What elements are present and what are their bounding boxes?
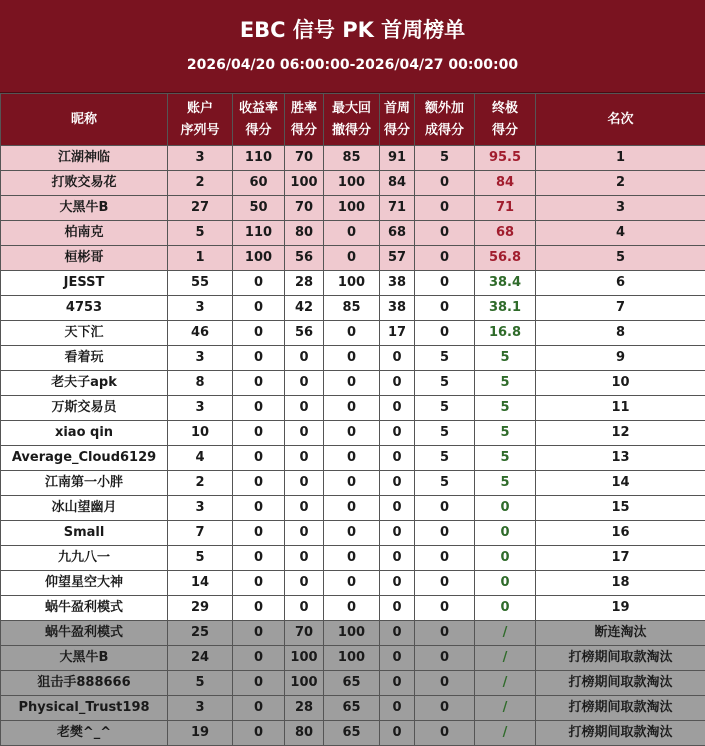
table-row <box>1 421 705 446</box>
bonus-score-cell: 0 <box>415 546 475 571</box>
serial-cell: 5 <box>168 671 233 696</box>
final-score-cell: 38.4 <box>475 271 536 296</box>
final-score-cell: 0 <box>475 546 536 571</box>
nickname-cell: 4753 <box>1 296 168 321</box>
final-score-cell: / <box>475 721 536 746</box>
rank-cell: 7 <box>536 296 705 321</box>
bonus-score-cell: 5 <box>415 346 475 371</box>
serial-cell: 19 <box>168 721 233 746</box>
week-score-cell: 68 <box>380 221 415 246</box>
column-header-week-score: 首周 得分 <box>380 94 415 146</box>
return-score-cell: 0 <box>233 646 285 671</box>
week-score-cell: 71 <box>380 196 415 221</box>
serial-cell: 46 <box>168 321 233 346</box>
return-score-cell: 0 <box>233 346 285 371</box>
drawdown-score-cell: 100 <box>324 196 380 221</box>
serial-cell: 27 <box>168 196 233 221</box>
table-row <box>1 621 705 646</box>
bonus-score-cell: 0 <box>415 496 475 521</box>
win-rate-score-cell: 28 <box>285 696 324 721</box>
serial-cell: 3 <box>168 346 233 371</box>
column-header-return-score: 收益率 得分 <box>233 94 285 146</box>
win-rate-score-cell: 80 <box>285 221 324 246</box>
return-score-cell: 0 <box>233 321 285 346</box>
bonus-score-cell: 5 <box>415 371 475 396</box>
win-rate-score-cell: 0 <box>285 496 324 521</box>
serial-cell: 3 <box>168 496 233 521</box>
return-score-cell: 0 <box>233 596 285 621</box>
nickname-cell: 天下汇 <box>1 321 168 346</box>
nickname-cell: 蜗牛盈利模式 <box>1 596 168 621</box>
serial-cell: 29 <box>168 596 233 621</box>
rank-cell: 17 <box>536 546 705 571</box>
week-score-cell: 0 <box>380 496 415 521</box>
return-score-cell: 0 <box>233 696 285 721</box>
table-row <box>1 171 705 196</box>
serial-cell: 2 <box>168 171 233 196</box>
drawdown-score-cell: 0 <box>324 346 380 371</box>
week-score-cell: 0 <box>380 396 415 421</box>
bonus-score-cell: 0 <box>415 646 475 671</box>
final-score-cell: 95.5 <box>475 146 536 171</box>
rank-cell: 打榜期间取款淘汰 <box>536 646 705 671</box>
table-row <box>1 371 705 396</box>
week-score-cell: 0 <box>380 646 415 671</box>
final-score-cell: 0 <box>475 521 536 546</box>
nickname-cell: 柏南克 <box>1 221 168 246</box>
drawdown-score-cell: 100 <box>324 171 380 196</box>
return-score-cell: 0 <box>233 521 285 546</box>
drawdown-score-cell: 0 <box>324 221 380 246</box>
win-rate-score-cell: 56 <box>285 246 324 271</box>
bonus-score-cell: 0 <box>415 296 475 321</box>
serial-cell: 14 <box>168 571 233 596</box>
table-row <box>1 671 705 696</box>
rank-cell: 1 <box>536 146 705 171</box>
serial-cell: 10 <box>168 421 233 446</box>
rank-cell: 2 <box>536 171 705 196</box>
win-rate-score-cell: 100 <box>285 671 324 696</box>
serial-cell: 5 <box>168 221 233 246</box>
bonus-score-cell: 0 <box>415 171 475 196</box>
final-score-cell: 5 <box>475 446 536 471</box>
bonus-score-cell: 0 <box>415 246 475 271</box>
table-row <box>1 221 705 246</box>
nickname-cell: 桓彬哥 <box>1 246 168 271</box>
column-header-win-rate-score: 胜率 得分 <box>285 94 324 146</box>
table-row <box>1 696 705 721</box>
week-score-cell: 0 <box>380 721 415 746</box>
serial-cell: 5 <box>168 546 233 571</box>
week-score-cell: 17 <box>380 321 415 346</box>
drawdown-score-cell: 0 <box>324 496 380 521</box>
serial-cell: 3 <box>168 296 233 321</box>
nickname-cell: Average_Cloud6129 <box>1 446 168 471</box>
nickname-cell: 看着玩 <box>1 346 168 371</box>
return-score-cell: 0 <box>233 296 285 321</box>
win-rate-score-cell: 42 <box>285 296 324 321</box>
column-header-drawdown-score: 最大回 撤得分 <box>324 94 380 146</box>
page-title: EBC 信号 PK 首周榜单 <box>239 18 466 42</box>
win-rate-score-cell: 0 <box>285 571 324 596</box>
serial-cell: 1 <box>168 246 233 271</box>
table-row <box>1 721 705 746</box>
serial-cell: 55 <box>168 271 233 296</box>
return-score-cell: 0 <box>233 671 285 696</box>
drawdown-score-cell: 0 <box>324 421 380 446</box>
column-header-final-score: 终极 得分 <box>475 94 536 146</box>
serial-cell: 4 <box>168 446 233 471</box>
rank-cell: 15 <box>536 496 705 521</box>
final-score-cell: 5 <box>475 471 536 496</box>
bonus-score-cell: 5 <box>415 396 475 421</box>
table-row <box>1 146 705 171</box>
week-score-cell: 0 <box>380 696 415 721</box>
table-row <box>1 396 705 421</box>
date-range: 2026/04/20 06:00:00-2026/04/27 00:00:00 <box>186 57 519 73</box>
rank-cell: 10 <box>536 371 705 396</box>
table-row <box>1 521 705 546</box>
rank-cell: 4 <box>536 221 705 246</box>
rank-cell: 5 <box>536 246 705 271</box>
win-rate-score-cell: 100 <box>285 171 324 196</box>
final-score-cell: / <box>475 621 536 646</box>
win-rate-score-cell: 0 <box>285 596 324 621</box>
nickname-cell: 老樊^_^ <box>1 721 168 746</box>
rank-cell: 6 <box>536 271 705 296</box>
win-rate-score-cell: 70 <box>285 196 324 221</box>
column-header-bonus-score: 额外加 成得分 <box>415 94 475 146</box>
week-score-cell: 0 <box>380 446 415 471</box>
drawdown-score-cell: 65 <box>324 721 380 746</box>
drawdown-score-cell: 0 <box>324 546 380 571</box>
win-rate-score-cell: 0 <box>285 396 324 421</box>
table-row <box>1 246 705 271</box>
table-row <box>1 571 705 596</box>
week-score-cell: 0 <box>380 546 415 571</box>
drawdown-score-cell: 0 <box>324 371 380 396</box>
table-row <box>1 496 705 521</box>
week-score-cell: 84 <box>380 171 415 196</box>
bonus-score-cell: 0 <box>415 196 475 221</box>
win-rate-score-cell: 0 <box>285 546 324 571</box>
final-score-cell: / <box>475 671 536 696</box>
drawdown-score-cell: 0 <box>324 521 380 546</box>
win-rate-score-cell: 70 <box>285 146 324 171</box>
week-score-cell: 0 <box>380 596 415 621</box>
serial-cell: 3 <box>168 696 233 721</box>
bonus-score-cell: 0 <box>415 271 475 296</box>
bonus-score-cell: 0 <box>415 521 475 546</box>
return-score-cell: 110 <box>233 146 285 171</box>
win-rate-score-cell: 0 <box>285 446 324 471</box>
week-score-cell: 0 <box>380 471 415 496</box>
bonus-score-cell: 0 <box>415 671 475 696</box>
final-score-cell: / <box>475 646 536 671</box>
return-score-cell: 0 <box>233 496 285 521</box>
return-score-cell: 0 <box>233 371 285 396</box>
nickname-cell: Small <box>1 521 168 546</box>
return-score-cell: 0 <box>233 546 285 571</box>
return-score-cell: 0 <box>233 396 285 421</box>
column-header-rank: 名次 <box>536 94 705 146</box>
rank-cell: 9 <box>536 346 705 371</box>
drawdown-score-cell: 100 <box>324 621 380 646</box>
nickname-cell: 九九八一 <box>1 546 168 571</box>
drawdown-score-cell: 0 <box>324 246 380 271</box>
table-row <box>1 446 705 471</box>
bonus-score-cell: 0 <box>415 596 475 621</box>
nickname-cell: 老夫子apk <box>1 371 168 396</box>
final-score-cell: 0 <box>475 496 536 521</box>
nickname-cell: Physical_Trust198 <box>1 696 168 721</box>
leaderboard-body <box>1 146 705 746</box>
drawdown-score-cell: 0 <box>324 446 380 471</box>
drawdown-score-cell: 85 <box>324 296 380 321</box>
return-score-cell: 0 <box>233 571 285 596</box>
rank-cell: 16 <box>536 521 705 546</box>
week-score-cell: 38 <box>380 296 415 321</box>
bonus-score-cell: 0 <box>415 321 475 346</box>
win-rate-score-cell: 0 <box>285 471 324 496</box>
table-row <box>1 346 705 371</box>
win-rate-score-cell: 0 <box>285 421 324 446</box>
drawdown-score-cell: 0 <box>324 396 380 421</box>
table-row <box>1 646 705 671</box>
nickname-cell: 蜗牛盈利模式 <box>1 621 168 646</box>
final-score-cell: 71 <box>475 196 536 221</box>
rank-cell: 12 <box>536 421 705 446</box>
nickname-cell: 打败交易花 <box>1 171 168 196</box>
final-score-cell: 0 <box>475 596 536 621</box>
week-score-cell: 0 <box>380 671 415 696</box>
final-score-cell: 84 <box>475 171 536 196</box>
table-row <box>1 296 705 321</box>
rank-cell: 打榜期间取款淘汰 <box>536 721 705 746</box>
rank-cell: 18 <box>536 571 705 596</box>
nickname-cell: 冰山望幽月 <box>1 496 168 521</box>
header-row <box>1 94 705 146</box>
title-banner <box>0 0 705 93</box>
win-rate-score-cell: 70 <box>285 621 324 646</box>
table-row <box>1 271 705 296</box>
rank-cell: 打榜期间取款淘汰 <box>536 671 705 696</box>
serial-cell: 25 <box>168 621 233 646</box>
return-score-cell: 0 <box>233 421 285 446</box>
final-score-cell: 0 <box>475 571 536 596</box>
bonus-score-cell: 5 <box>415 446 475 471</box>
rank-cell: 11 <box>536 396 705 421</box>
rank-cell: 打榜期间取款淘汰 <box>536 696 705 721</box>
serial-cell: 7 <box>168 521 233 546</box>
bonus-score-cell: 0 <box>415 721 475 746</box>
nickname-cell: 万斯交易员 <box>1 396 168 421</box>
drawdown-score-cell: 0 <box>324 471 380 496</box>
rank-cell: 14 <box>536 471 705 496</box>
serial-cell: 8 <box>168 371 233 396</box>
leaderboard-table <box>0 93 705 746</box>
column-header-nickname: 昵称 <box>1 94 168 146</box>
bonus-score-cell: 5 <box>415 421 475 446</box>
final-score-cell: 5 <box>475 371 536 396</box>
table-row <box>1 546 705 571</box>
return-score-cell: 50 <box>233 196 285 221</box>
return-score-cell: 60 <box>233 171 285 196</box>
nickname-cell: 大黑牛B <box>1 196 168 221</box>
nickname-cell: JESST <box>1 271 168 296</box>
drawdown-score-cell: 85 <box>324 146 380 171</box>
win-rate-score-cell: 0 <box>285 521 324 546</box>
rank-cell: 13 <box>536 446 705 471</box>
drawdown-score-cell: 0 <box>324 321 380 346</box>
return-score-cell: 0 <box>233 721 285 746</box>
drawdown-score-cell: 100 <box>324 646 380 671</box>
week-score-cell: 38 <box>380 271 415 296</box>
week-score-cell: 57 <box>380 246 415 271</box>
win-rate-score-cell: 0 <box>285 346 324 371</box>
nickname-cell: 仰望星空大神 <box>1 571 168 596</box>
return-score-cell: 0 <box>233 471 285 496</box>
serial-cell: 24 <box>168 646 233 671</box>
nickname-cell: xiao qin <box>1 421 168 446</box>
win-rate-score-cell: 0 <box>285 371 324 396</box>
week-score-cell: 0 <box>380 521 415 546</box>
bonus-score-cell: 0 <box>415 571 475 596</box>
final-score-cell: 68 <box>475 221 536 246</box>
final-score-cell: 56.8 <box>475 246 536 271</box>
rank-cell: 断连淘汰 <box>536 621 705 646</box>
rank-cell: 8 <box>536 321 705 346</box>
return-score-cell: 0 <box>233 271 285 296</box>
week-score-cell: 0 <box>380 571 415 596</box>
final-score-cell: 16.8 <box>475 321 536 346</box>
win-rate-score-cell: 28 <box>285 271 324 296</box>
return-score-cell: 0 <box>233 446 285 471</box>
drawdown-score-cell: 100 <box>324 271 380 296</box>
rank-cell: 3 <box>536 196 705 221</box>
win-rate-score-cell: 56 <box>285 321 324 346</box>
return-score-cell: 100 <box>233 246 285 271</box>
final-score-cell: / <box>475 696 536 721</box>
final-score-cell: 5 <box>475 396 536 421</box>
bonus-score-cell: 5 <box>415 471 475 496</box>
bonus-score-cell: 0 <box>415 696 475 721</box>
rank-cell: 19 <box>536 596 705 621</box>
week-score-cell: 0 <box>380 621 415 646</box>
week-score-cell: 0 <box>380 371 415 396</box>
table-row <box>1 471 705 496</box>
drawdown-score-cell: 65 <box>324 671 380 696</box>
drawdown-score-cell: 0 <box>324 596 380 621</box>
serial-cell: 2 <box>168 471 233 496</box>
column-header-serial: 账户 序列号 <box>168 94 233 146</box>
win-rate-score-cell: 100 <box>285 646 324 671</box>
nickname-cell: 江湖神临 <box>1 146 168 171</box>
bonus-score-cell: 5 <box>415 146 475 171</box>
bonus-score-cell: 0 <box>415 221 475 246</box>
week-score-cell: 0 <box>380 346 415 371</box>
final-score-cell: 5 <box>475 346 536 371</box>
week-score-cell: 0 <box>380 421 415 446</box>
serial-cell: 3 <box>168 146 233 171</box>
win-rate-score-cell: 80 <box>285 721 324 746</box>
final-score-cell: 38.1 <box>475 296 536 321</box>
drawdown-score-cell: 65 <box>324 696 380 721</box>
week-score-cell: 91 <box>380 146 415 171</box>
nickname-cell: 狙击手888666 <box>1 671 168 696</box>
table-row <box>1 196 705 221</box>
return-score-cell: 0 <box>233 621 285 646</box>
table-row <box>1 596 705 621</box>
serial-cell: 3 <box>168 396 233 421</box>
drawdown-score-cell: 0 <box>324 571 380 596</box>
bonus-score-cell: 0 <box>415 621 475 646</box>
nickname-cell: 江南第一小胖 <box>1 471 168 496</box>
final-score-cell: 5 <box>475 421 536 446</box>
table-row <box>1 321 705 346</box>
nickname-cell: 大黑牛B <box>1 646 168 671</box>
return-score-cell: 110 <box>233 221 285 246</box>
